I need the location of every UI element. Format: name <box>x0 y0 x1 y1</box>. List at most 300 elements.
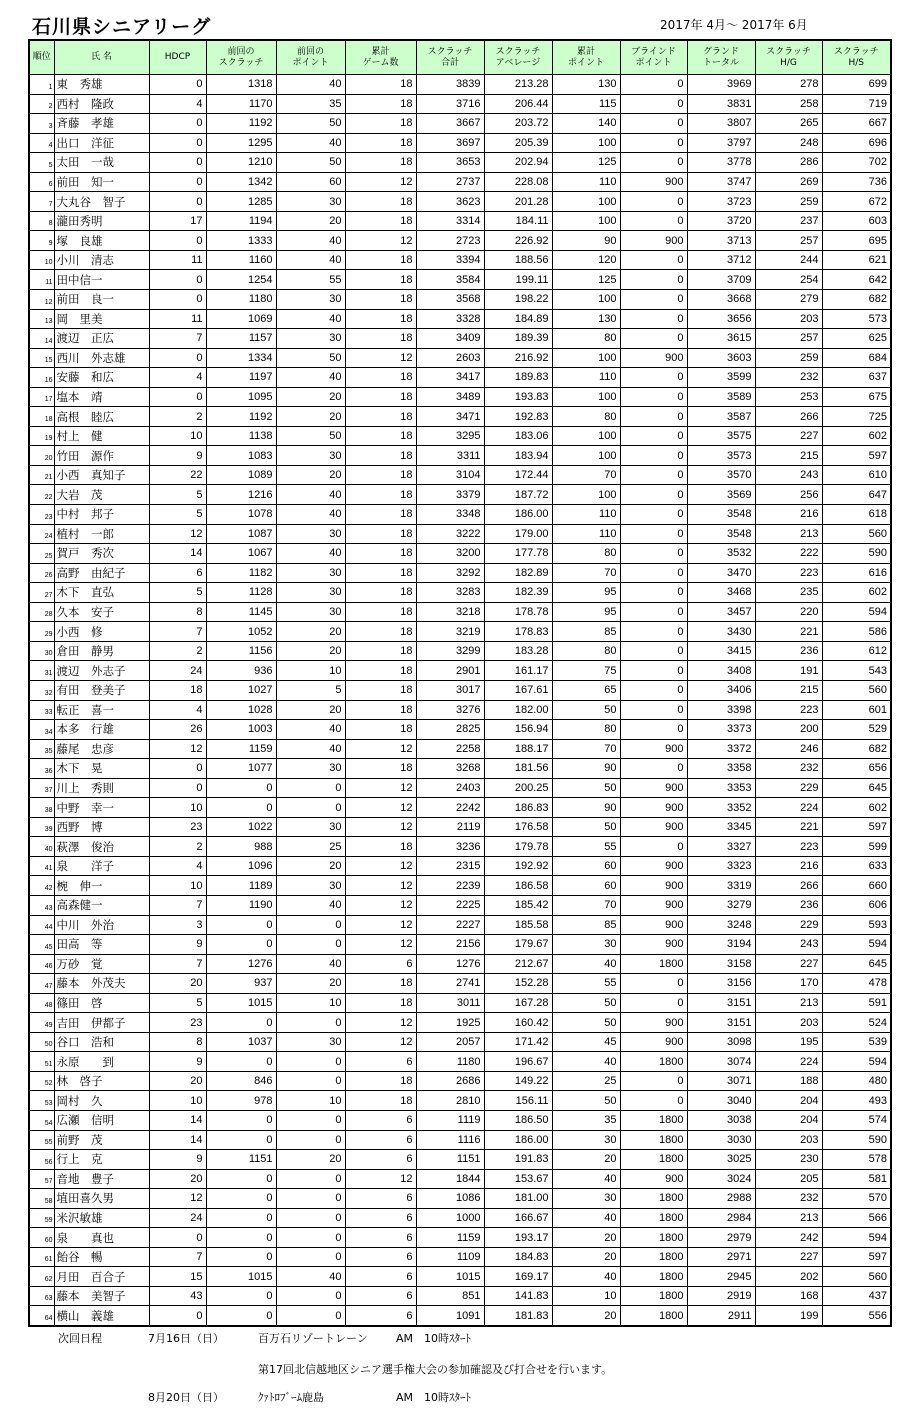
cell-high-series: 556 <box>822 1306 891 1326</box>
cell-games: 6 <box>345 1286 416 1306</box>
cell-scratch-average: 178.83 <box>484 622 552 642</box>
cell-hdcp: 8 <box>149 602 206 622</box>
cell-games: 12 <box>345 817 416 837</box>
cell-grand-total: 3194 <box>687 935 755 955</box>
cell-grand-total: 2911 <box>687 1306 755 1326</box>
table-row <box>29 94 891 114</box>
cell-player-name: 木下 直弘 <box>54 583 149 603</box>
cell-high-series: 560 <box>822 1267 891 1287</box>
cell-scratch-total: 2901 <box>416 661 484 681</box>
cell-hdcp: 18 <box>149 680 206 700</box>
cell-player-name: 西村 隆政 <box>54 94 149 114</box>
cell-high-game: 213 <box>755 1208 822 1228</box>
cell-high-series: 606 <box>822 895 891 915</box>
cell-player-name: 川上 秀則 <box>54 778 149 798</box>
cell-player-name: 横山 義雄 <box>54 1306 149 1326</box>
col-header-scratch-total: スクラッチ 合計 <box>416 40 484 75</box>
cell-games: 18 <box>345 974 416 994</box>
cell-blind-points: 0 <box>620 563 687 583</box>
col-header-high-game: スクラッチ H/G <box>755 40 822 75</box>
cell-prev-points: 10 <box>276 661 345 681</box>
cell-scratch-total: 3409 <box>416 329 484 349</box>
cell-prev-scratch: 1216 <box>206 485 276 505</box>
cell-hdcp: 20 <box>149 974 206 994</box>
cell-hdcp: 0 <box>149 290 206 310</box>
cell-hdcp: 23 <box>149 817 206 837</box>
cell-scratch-average: 179.00 <box>484 524 552 544</box>
cell-player-name: 木下 晃 <box>54 759 149 779</box>
table-row <box>29 250 891 270</box>
cell-prev-points: 30 <box>276 817 345 837</box>
cell-hdcp: 0 <box>149 172 206 192</box>
cell-prev-scratch: 1254 <box>206 270 276 290</box>
cell-hdcp: 12 <box>149 1189 206 1209</box>
cell-high-series: 574 <box>822 1110 891 1130</box>
cell-blind-points: 0 <box>620 153 687 173</box>
cell-grand-total: 3778 <box>687 153 755 173</box>
cell-scratch-average: 167.28 <box>484 993 552 1013</box>
cell-player-name: 音地 豊子 <box>54 1169 149 1189</box>
cell-high-game: 236 <box>755 641 822 661</box>
cell-player-name: 高野 由紀子 <box>54 563 149 583</box>
table-row <box>29 1208 891 1228</box>
cell-prev-points: 30 <box>276 290 345 310</box>
cell-blind-points: 1800 <box>620 1110 687 1130</box>
cell-high-game: 203 <box>755 1013 822 1033</box>
cell-rank: 8 <box>29 211 54 231</box>
cell-high-series: 590 <box>822 1130 891 1150</box>
cell-high-game: 221 <box>755 622 822 642</box>
cell-blind-points: 900 <box>620 798 687 818</box>
cell-player-name: 大岩 茂 <box>54 485 149 505</box>
cell-hdcp: 6 <box>149 563 206 583</box>
cell-rank: 54 <box>29 1110 54 1130</box>
table-row <box>29 778 891 798</box>
cell-high-game: 235 <box>755 583 822 603</box>
cell-grand-total: 3573 <box>687 446 755 466</box>
cell-scratch-total: 3584 <box>416 270 484 290</box>
cell-high-series: 602 <box>822 426 891 446</box>
cell-total-points: 110 <box>552 172 620 192</box>
next-time-2: AM 10時ｽﾀｰﾄ <box>396 1391 472 1404</box>
cell-high-game: 253 <box>755 387 822 407</box>
cell-player-name: 広瀬 信明 <box>54 1110 149 1130</box>
table-row <box>29 1071 891 1091</box>
cell-high-series: 586 <box>822 622 891 642</box>
cell-grand-total: 3025 <box>687 1150 755 1170</box>
cell-prev-scratch: 0 <box>206 1306 276 1326</box>
table-row <box>29 817 891 837</box>
cell-rank: 25 <box>29 544 54 564</box>
cell-hdcp: 24 <box>149 661 206 681</box>
cell-high-game: 215 <box>755 446 822 466</box>
table-row <box>29 524 891 544</box>
cell-grand-total: 3158 <box>687 954 755 974</box>
cell-scratch-average: 156.94 <box>484 720 552 740</box>
cell-grand-total: 3373 <box>687 720 755 740</box>
cell-prev-points: 30 <box>276 1032 345 1052</box>
cell-total-points: 80 <box>552 641 620 661</box>
table-row <box>29 837 891 857</box>
cell-scratch-average: 149.22 <box>484 1071 552 1091</box>
cell-scratch-average: 187.72 <box>484 485 552 505</box>
cell-high-game: 278 <box>755 75 822 95</box>
cell-high-series: 633 <box>822 856 891 876</box>
col-header-blind-points: ブラインド ポイント <box>620 40 687 75</box>
cell-prev-scratch: 1077 <box>206 759 276 779</box>
cell-hdcp: 10 <box>149 876 206 896</box>
cell-scratch-average: 202.94 <box>484 153 552 173</box>
cell-games: 6 <box>345 1247 416 1267</box>
cell-prev-scratch: 1333 <box>206 231 276 251</box>
cell-blind-points: 0 <box>620 211 687 231</box>
cell-games: 18 <box>345 583 416 603</box>
next-venue-2: ｸｧﾄﾛﾌﾞｰﾑ鹿島 <box>258 1391 324 1404</box>
cell-games: 18 <box>345 700 416 720</box>
table-row <box>29 1091 891 1111</box>
cell-total-points: 110 <box>552 505 620 525</box>
cell-high-series: 682 <box>822 739 891 759</box>
cell-high-game: 222 <box>755 544 822 564</box>
cell-grand-total: 3656 <box>687 309 755 329</box>
cell-blind-points: 900 <box>620 876 687 896</box>
cell-rank: 6 <box>29 172 54 192</box>
cell-scratch-total: 1180 <box>416 1052 484 1072</box>
cell-prev-scratch: 1067 <box>206 544 276 564</box>
cell-scratch-average: 186.83 <box>484 798 552 818</box>
cell-total-points: 85 <box>552 622 620 642</box>
cell-total-points: 80 <box>552 720 620 740</box>
cell-rank: 14 <box>29 329 54 349</box>
cell-grand-total: 3319 <box>687 876 755 896</box>
cell-prev-scratch: 1087 <box>206 524 276 544</box>
cell-blind-points: 900 <box>620 895 687 915</box>
cell-rank: 56 <box>29 1150 54 1170</box>
cell-high-series: 581 <box>822 1169 891 1189</box>
cell-player-name: 飴谷 暢 <box>54 1247 149 1267</box>
cell-rank: 26 <box>29 563 54 583</box>
cell-blind-points: 900 <box>620 1013 687 1033</box>
cell-scratch-average: 153.67 <box>484 1169 552 1189</box>
cell-hdcp: 24 <box>149 1208 206 1228</box>
cell-scratch-average: 228.08 <box>484 172 552 192</box>
cell-games: 18 <box>345 94 416 114</box>
cell-total-points: 10 <box>552 1286 620 1306</box>
cell-scratch-total: 3200 <box>416 544 484 564</box>
cell-prev-scratch: 1138 <box>206 426 276 446</box>
cell-scratch-total: 1925 <box>416 1013 484 1033</box>
cell-high-series: 602 <box>822 583 891 603</box>
cell-rank: 29 <box>29 622 54 642</box>
cell-high-game: 269 <box>755 172 822 192</box>
cell-high-series: 591 <box>822 993 891 1013</box>
cell-total-points: 70 <box>552 739 620 759</box>
cell-rank: 51 <box>29 1052 54 1072</box>
cell-blind-points: 0 <box>620 270 687 290</box>
cell-player-name: 渡辺 外志子 <box>54 661 149 681</box>
cell-games: 6 <box>345 1267 416 1287</box>
cell-player-name: 高森健一 <box>54 895 149 915</box>
cell-high-series: 736 <box>822 172 891 192</box>
cell-total-points: 75 <box>552 661 620 681</box>
cell-high-game: 223 <box>755 837 822 857</box>
cell-high-game: 170 <box>755 974 822 994</box>
cell-high-series: 478 <box>822 974 891 994</box>
cell-prev-scratch: 0 <box>206 798 276 818</box>
cell-hdcp: 4 <box>149 700 206 720</box>
cell-total-points: 130 <box>552 75 620 95</box>
cell-grand-total: 3457 <box>687 602 755 622</box>
cell-prev-scratch: 1318 <box>206 75 276 95</box>
cell-games: 12 <box>345 778 416 798</box>
col-header-prev-scratch: 前回の スクラッチ <box>206 40 276 75</box>
cell-high-series: 603 <box>822 211 891 231</box>
cell-hdcp: 9 <box>149 1150 206 1170</box>
cell-total-points: 50 <box>552 1013 620 1033</box>
cell-scratch-average: 188.56 <box>484 250 552 270</box>
cell-high-series: 702 <box>822 153 891 173</box>
cell-scratch-total: 3292 <box>416 563 484 583</box>
cell-high-game: 256 <box>755 485 822 505</box>
cell-hdcp: 15 <box>149 1267 206 1287</box>
cell-prev-scratch: 1295 <box>206 133 276 153</box>
cell-prev-scratch: 1052 <box>206 622 276 642</box>
cell-player-name: 塚 良雄 <box>54 231 149 251</box>
cell-prev-scratch: 0 <box>206 1110 276 1130</box>
cell-total-points: 100 <box>552 290 620 310</box>
cell-rank: 60 <box>29 1228 54 1248</box>
cell-scratch-average: 181.00 <box>484 1189 552 1209</box>
cell-grand-total: 3797 <box>687 133 755 153</box>
table-row <box>29 133 891 153</box>
cell-games: 18 <box>345 622 416 642</box>
cell-prev-points: 40 <box>276 133 345 153</box>
table-row <box>29 329 891 349</box>
cell-games: 18 <box>345 505 416 525</box>
col-header-rank: 順位 <box>29 40 54 75</box>
cell-prev-scratch: 936 <box>206 661 276 681</box>
cell-hdcp: 3 <box>149 915 206 935</box>
cell-total-points: 100 <box>552 387 620 407</box>
cell-player-name: 篠田 啓 <box>54 993 149 1013</box>
cell-hdcp: 9 <box>149 935 206 955</box>
cell-rank: 48 <box>29 993 54 1013</box>
cell-total-points: 50 <box>552 817 620 837</box>
cell-high-series: 645 <box>822 778 891 798</box>
cell-blind-points: 0 <box>620 309 687 329</box>
cell-high-series: 621 <box>822 250 891 270</box>
cell-prev-points: 0 <box>276 1071 345 1091</box>
cell-grand-total: 2971 <box>687 1247 755 1267</box>
cell-player-name: 賀戸 秀次 <box>54 544 149 564</box>
cell-prev-scratch: 0 <box>206 1189 276 1209</box>
cell-player-name: 藤本 美智子 <box>54 1286 149 1306</box>
cell-games: 18 <box>345 387 416 407</box>
cell-games: 18 <box>345 368 416 388</box>
cell-scratch-total: 2686 <box>416 1071 484 1091</box>
table-row <box>29 172 891 192</box>
cell-scratch-average: 212.67 <box>484 954 552 974</box>
cell-prev-scratch: 1194 <box>206 211 276 231</box>
cell-games: 6 <box>345 1189 416 1209</box>
table-row <box>29 485 891 505</box>
cell-prev-scratch: 0 <box>206 1130 276 1150</box>
cell-rank: 42 <box>29 876 54 896</box>
cell-hdcp: 4 <box>149 368 206 388</box>
cell-high-game: 244 <box>755 250 822 270</box>
cell-scratch-average: 200.25 <box>484 778 552 798</box>
cell-prev-points: 40 <box>276 231 345 251</box>
cell-blind-points: 0 <box>620 485 687 505</box>
cell-games: 6 <box>345 1228 416 1248</box>
cell-prev-points: 20 <box>276 387 345 407</box>
cell-scratch-total: 1091 <box>416 1306 484 1326</box>
table-row <box>29 407 891 427</box>
cell-scratch-average: 182.39 <box>484 583 552 603</box>
cell-grand-total: 3151 <box>687 1013 755 1033</box>
cell-prev-points: 0 <box>276 935 345 955</box>
cell-rank: 16 <box>29 368 54 388</box>
cell-games: 18 <box>345 563 416 583</box>
cell-high-game: 168 <box>755 1286 822 1306</box>
cell-prev-scratch: 0 <box>206 1013 276 1033</box>
cell-scratch-total: 3314 <box>416 211 484 231</box>
page-title: 石川県シニアリーグ <box>32 16 212 38</box>
cell-scratch-average: 161.17 <box>484 661 552 681</box>
cell-total-points: 140 <box>552 114 620 134</box>
cell-total-points: 40 <box>552 954 620 974</box>
cell-hdcp: 4 <box>149 856 206 876</box>
cell-blind-points: 0 <box>620 680 687 700</box>
table-row <box>29 211 891 231</box>
cell-player-name: 萩澤 俊治 <box>54 837 149 857</box>
cell-total-points: 80 <box>552 544 620 564</box>
cell-grand-total: 3398 <box>687 700 755 720</box>
cell-rank: 61 <box>29 1247 54 1267</box>
cell-rank: 27 <box>29 583 54 603</box>
cell-scratch-total: 3394 <box>416 250 484 270</box>
col-header-prev-points: 前回の ポイント <box>276 40 345 75</box>
cell-scratch-average: 205.39 <box>484 133 552 153</box>
cell-high-game: 243 <box>755 465 822 485</box>
cell-prev-scratch: 0 <box>206 935 276 955</box>
cell-blind-points: 1800 <box>620 1247 687 1267</box>
cell-scratch-average: 199.11 <box>484 270 552 290</box>
cell-grand-total: 3323 <box>687 856 755 876</box>
table-row <box>29 114 891 134</box>
cell-blind-points: 0 <box>620 75 687 95</box>
cell-player-name: 泉 洋子 <box>54 856 149 876</box>
cell-games: 6 <box>345 1306 416 1326</box>
cell-total-points: 80 <box>552 407 620 427</box>
cell-games: 12 <box>345 1032 416 1052</box>
cell-rank: 53 <box>29 1091 54 1111</box>
cell-high-series: 597 <box>822 1247 891 1267</box>
cell-high-game: 191 <box>755 661 822 681</box>
cell-blind-points: 1800 <box>620 1267 687 1287</box>
cell-rank: 59 <box>29 1208 54 1228</box>
cell-blind-points: 0 <box>620 387 687 407</box>
cell-hdcp: 5 <box>149 485 206 505</box>
table-row <box>29 700 891 720</box>
cell-scratch-average: 185.42 <box>484 895 552 915</box>
cell-player-name: 転正 喜一 <box>54 700 149 720</box>
cell-high-game: 243 <box>755 935 822 955</box>
cell-prev-scratch: 1145 <box>206 602 276 622</box>
cell-prev-points: 0 <box>276 915 345 935</box>
cell-high-series: 672 <box>822 192 891 212</box>
cell-high-game: 216 <box>755 505 822 525</box>
cell-player-name: 倉田 静男 <box>54 641 149 661</box>
cell-blind-points: 0 <box>620 544 687 564</box>
cell-games: 18 <box>345 602 416 622</box>
cell-hdcp: 20 <box>149 1169 206 1189</box>
cell-grand-total: 3358 <box>687 759 755 779</box>
cell-scratch-average: 184.83 <box>484 1247 552 1267</box>
cell-prev-scratch: 1128 <box>206 583 276 603</box>
cell-high-series: 601 <box>822 700 891 720</box>
cell-high-series: 610 <box>822 465 891 485</box>
cell-hdcp: 5 <box>149 993 206 1013</box>
cell-scratch-total: 3222 <box>416 524 484 544</box>
cell-player-name: 前田 良一 <box>54 290 149 310</box>
cell-total-points: 100 <box>552 192 620 212</box>
cell-grand-total: 3415 <box>687 641 755 661</box>
cell-prev-scratch: 1069 <box>206 309 276 329</box>
cell-high-series: 612 <box>822 641 891 661</box>
cell-games: 18 <box>345 153 416 173</box>
cell-scratch-average: 182.00 <box>484 700 552 720</box>
cell-hdcp: 0 <box>149 1306 206 1326</box>
cell-total-points: 60 <box>552 876 620 896</box>
cell-high-game: 230 <box>755 1150 822 1170</box>
cell-high-game: 204 <box>755 1110 822 1130</box>
cell-grand-total: 3030 <box>687 1130 755 1150</box>
cell-scratch-average: 189.83 <box>484 368 552 388</box>
cell-prev-scratch: 1037 <box>206 1032 276 1052</box>
cell-prev-points: 40 <box>276 720 345 740</box>
cell-grand-total: 3040 <box>687 1091 755 1111</box>
cell-total-points: 40 <box>552 1267 620 1287</box>
cell-high-game: 286 <box>755 153 822 173</box>
cell-high-game: 205 <box>755 1169 822 1189</box>
cell-high-game: 220 <box>755 602 822 622</box>
cell-scratch-total: 3011 <box>416 993 484 1013</box>
cell-prev-points: 40 <box>276 250 345 270</box>
cell-scratch-total: 2403 <box>416 778 484 798</box>
cell-high-game: 279 <box>755 290 822 310</box>
cell-high-series: 594 <box>822 1228 891 1248</box>
cell-prev-points: 20 <box>276 856 345 876</box>
cell-grand-total: 3713 <box>687 231 755 251</box>
table-row <box>29 153 891 173</box>
cell-high-game: 236 <box>755 895 822 915</box>
cell-games: 6 <box>345 1150 416 1170</box>
cell-scratch-average: 183.28 <box>484 641 552 661</box>
cell-prev-scratch: 0 <box>206 1247 276 1267</box>
cell-grand-total: 2984 <box>687 1208 755 1228</box>
cell-high-series: 719 <box>822 94 891 114</box>
cell-prev-points: 10 <box>276 1091 345 1111</box>
cell-rank: 15 <box>29 348 54 368</box>
cell-grand-total: 3248 <box>687 915 755 935</box>
cell-prev-scratch: 1151 <box>206 1150 276 1170</box>
cell-blind-points: 0 <box>620 720 687 740</box>
cell-blind-points: 0 <box>620 622 687 642</box>
cell-high-series: 539 <box>822 1032 891 1052</box>
cell-scratch-total: 1159 <box>416 1228 484 1248</box>
cell-scratch-total: 3489 <box>416 387 484 407</box>
